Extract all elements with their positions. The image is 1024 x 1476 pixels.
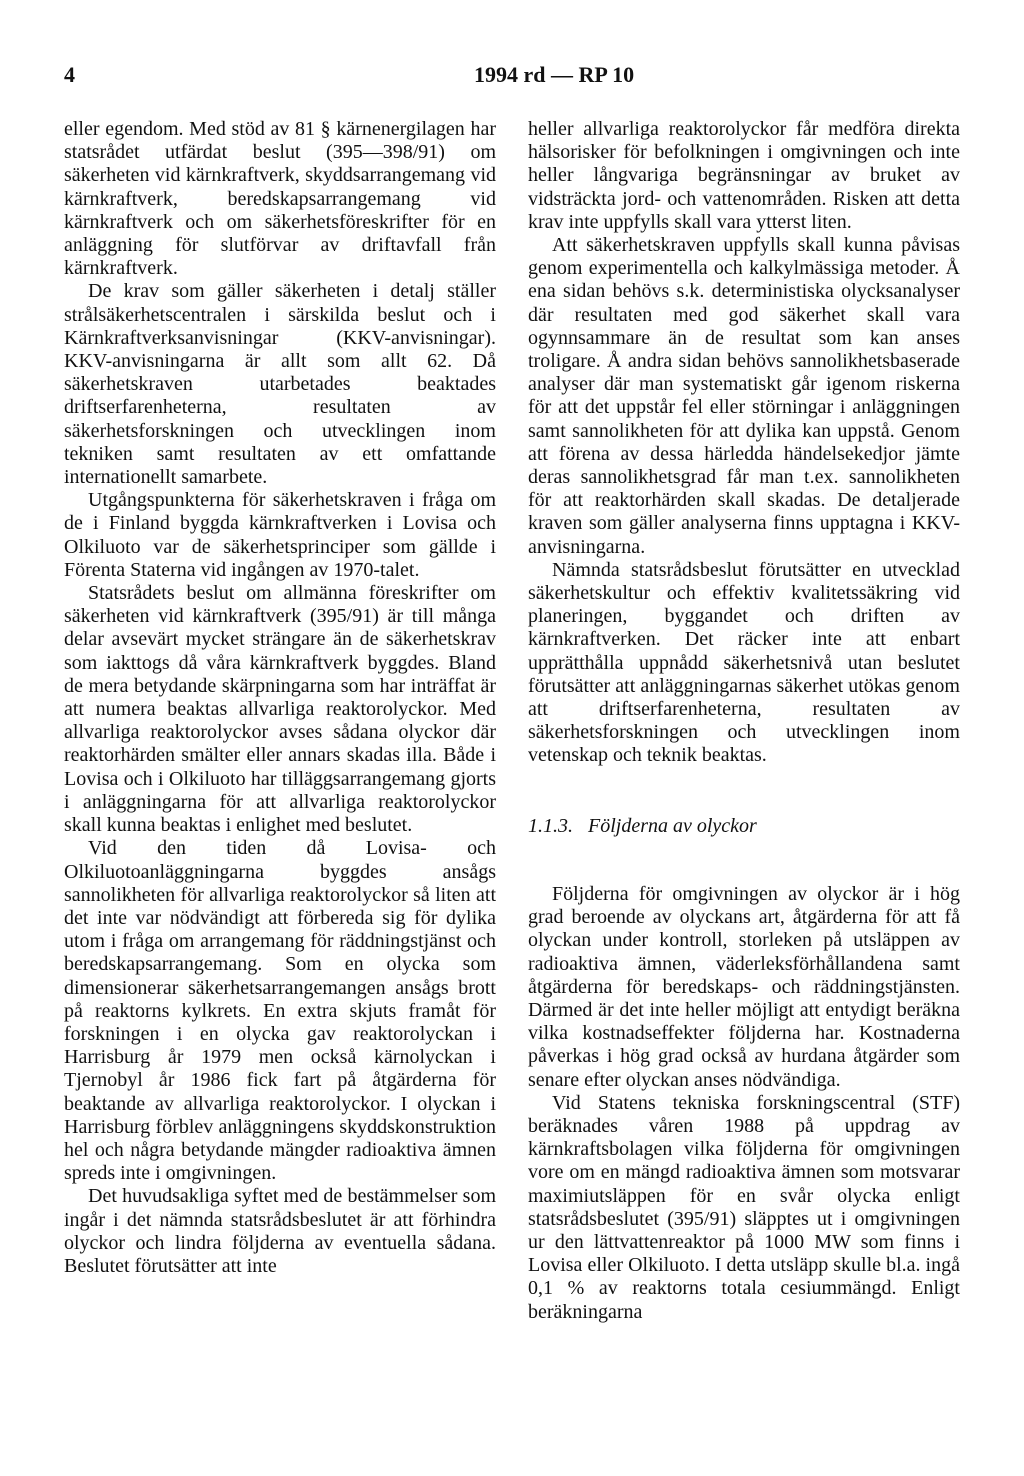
running-head: 1994 rd — RP 10	[474, 62, 635, 87]
paragraph: heller allvarliga reaktorolyckor får medföra direkta hälsorisker för befolkningen i omgivningen och inte heller långvariga begränsningar av bruket av vidsträckta jord- och vattenområden. Risken att detta krav inte uppfylls skall vara ytterst liten.	[528, 118, 960, 233]
left-column	[64, 118, 496, 1278]
paragraph: Vid den tiden då Lovisa- och Olkiluotoanläggningarna byggdes ansågs sannolikheten för allvarliga reaktorolyckor så liten att det inte var nödvändigt att förbereda sig för dylika utom i fråga om arrangemang för räddningstjänst och beredskapsarrangemang. Som en olycka som dimensionerar säkerhetsarrangemangen ansågs brott på reaktorns kylkrets. En extra skjuts framåt för forskningen i en olycka gav reaktorolyckan i Harrisburg år 1979 men också kärnolyckan i Tjernobyl år 1986 fick fart på åtgärderna för beaktande av allvarliga reaktorolyckor. I olyckan i Harrisburg förblev anläggningens skyddskonstruktion hel och några betydande mängder radioaktiva ämnen spreds inte i omgivningen.	[64, 837, 496, 1185]
paragraph: eller egendom. Med stöd av 81 § kärnenergilagen har statsrådet utfärdat beslut (395—398/91) om säkerheten vid kärnkraftverk, skyddsarrangemang vid kärnkraftverk, beredskapsarrangemang vid kärnkraftverk och om säkerhetsföreskrifter för en anläggning för slutförvar av driftavfall från kärnkraftverk.	[64, 118, 496, 280]
paragraph: Utgångspunkterna för säkerhetskraven i fråga om de i Finland byggda kärnkraftverken i Lovisa och Olkiluoto var de säkerhetsprinciper som gällde i Förenta Staterna vid ingången av 1970-talet.	[64, 489, 496, 581]
paragraph: Det huvudsakliga syftet med de bestämmelser som ingår i det nämnda statsrådsbeslutet är att förhindra olyckor och lindra följderna av eventuella sådana. Beslutet förutsätter att inte	[64, 1185, 496, 1277]
page-number: 4	[64, 62, 75, 87]
paragraph: De krav som gäller säkerheten i detalj ställer strålsäkerhetscentralen i särskilda beslut och i Kärnkraftverksanvisningar (KKV-anvisningar). KKV-anvisningarna är allt som allt 62. Då säkerhetskraven utarbetades beaktades driftserfarenheterna, resultaten av säkerhetsforskningen och utvecklingen inom tekniken samt resultaten av ett omfattande internationellt samarbete.	[64, 280, 496, 489]
paragraph: Att säkerhetskraven uppfylls skall kunna påvisas genom experimentella och kalkylmässiga metoder. Å ena sidan behövs s.k. deterministiska olycksanalyser där resultaten med god säkerhet skall vara ogynnsammare än de resultat som kan anses troligare. Å andra sidan behövs sannolikhetsbaserade analyser där man systematiskt går igenom riskerna för att det uppstår fel eller störningar i anläggningen samt sannolikheten för att dylika kan uppstå. Genom att förena av dessa härledda händelsekedjor jämte deras sannolikhetsgrad får man t.ex. sannolikheten för att reaktorhärden skall skadas. De detaljerade kraven som gäller analyserna finns upptagna i KKV-anvisningarna.	[528, 234, 960, 558]
page-header	[64, 62, 964, 98]
right-column	[528, 118, 960, 1324]
section-number: 1.1.3.	[528, 814, 573, 837]
paragraph: Följderna för omgivningen av olyckor är i hög grad beroende av olyckans art, åtgärderna för att få olyckan under kontroll, storleken på utsläppen av radioaktiva ämnen, väderleksförhållandena samt åtgärderna för beredskaps- och räddningstjänsten. Därmed är det inte heller möjligt att entydigt beräkna vilka kostnadseffekter följderna har. Kostnaderna påverkas i hög grad också av hurdana åtgärder som senare efter olyckan anses nödvändiga.	[528, 882, 960, 1091]
paragraph: Statsrådets beslut om allmänna föreskrifter om säkerheten vid kärnkraftverk (395/91) är till många delar avsevärt mycket strängare än de säkerhetskrav som iakttogs då våra kärnkraftverk byggdes. Bland de mera betydande skärpningarna som har inträffat är att numera beaktas allvarliga reaktorolyckor. Med allvarliga reaktorolyckor avses sådana olyckor där reaktorhärden smälter eller annars skadas illa. Både i Lovisa och i Olkiluoto har tilläggsarrangemang gjorts i anläggningarna för att allvarliga reaktorolyckor skall kunna beaktas i enlighet med beslutet.	[64, 582, 496, 837]
paragraph: Vid Statens tekniska forskningscentral (STF) beräknades våren 1988 på uppdrag av kärnkraftsbolagen vilka följderna för omgivningen vore om en mängd radioaktiva ämnen som motsvarar maximiutsläppen för en svår olycka enligt statsrådsbeslutet (395/91) släpptes ut i omgivningen ur den lättvattenreaktor på 1000 MW som finns i Lovisa eller Olkiluoto. I detta utsläpp skulle bl.a. ingå 0,1 % av reaktorns totala cesiummängd. Enligt beräkningarna	[528, 1091, 960, 1323]
section-title: Följderna av olyckor	[588, 814, 757, 837]
section-heading	[528, 815, 960, 838]
paragraph: Nämnda statsrådsbeslut förutsätter en utvecklad säkerhetskultur och effektiv kvalitetssäkring vid planeringen, byggandet och driften av kärnkraftverken. Det räcker inte att enbart upprätthålla uppnådd säkerhetsnivå utan beslutet förutsätter att anläggningarnas säkerhet utökas genom att driftserfarenheterna, resultaten av säkerhetsforskningen och utvecklingen inom vetenskap och teknik beaktas.	[528, 558, 960, 767]
